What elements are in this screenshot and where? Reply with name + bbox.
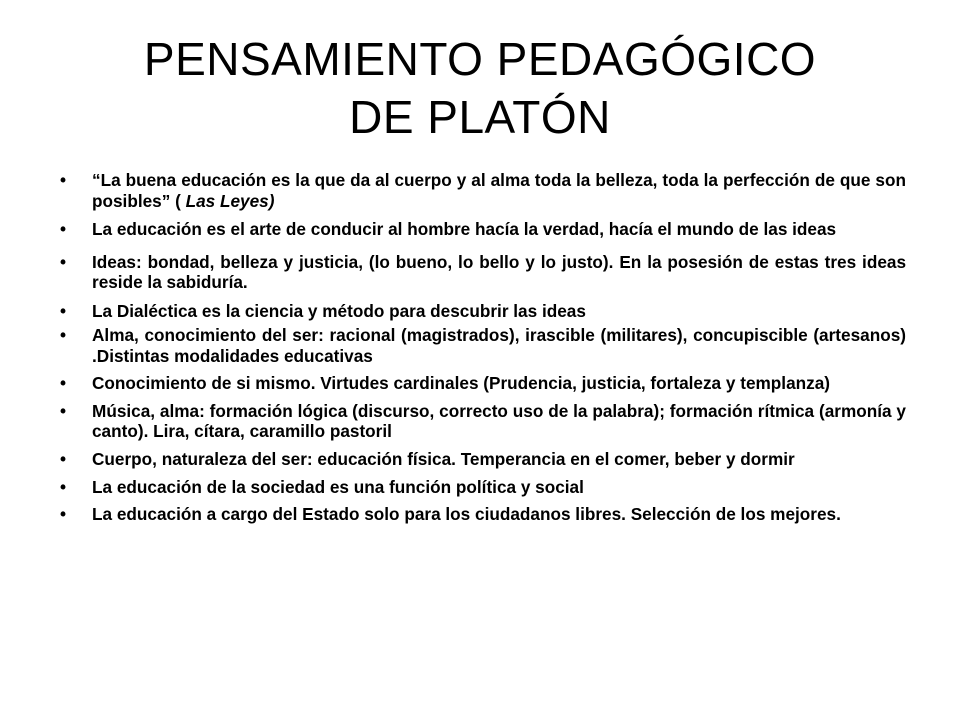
bullet-text-9: La educación de la sociedad es una función política y social: [92, 477, 584, 497]
bullet-marker: •: [60, 251, 67, 272]
bullet-list: [58, 170, 906, 530]
bullet-text-10: La educación a cargo del Estado solo para los ciudadanos libres. Selección de los mejores.: [92, 503, 841, 524]
bullet-marker: •: [60, 400, 67, 421]
bullet-item-1: [58, 170, 906, 211]
bullet-item-7: [58, 401, 906, 442]
bullet-marker: •: [60, 325, 67, 345]
bullet-text-4: La Dialéctica es la ciencia y método para descubrir las ideas: [92, 300, 586, 321]
bullet-item-9: [58, 477, 906, 498]
bullet-item-8: [58, 449, 906, 470]
slide-title-line-2: DE PLATÓN: [349, 91, 611, 143]
bullet-marker: •: [60, 503, 67, 524]
bullet-item-5: [58, 325, 906, 366]
bullet-item-3: [58, 252, 906, 293]
bullet-marker: •: [60, 373, 67, 393]
bullet-text-1-italic: Las Leyes): [185, 190, 275, 211]
bullet-item-6: [58, 373, 906, 394]
bullet-text-5: Alma, conocimiento del ser: racional (magistrados), irascible (militares), concupiscible (artesanos) .Distintas modalidades educativas: [92, 325, 906, 366]
bullet-text-1: “La buena educación es la que da al cuerpo y al alma toda la belleza, toda la perfección de que son posibles” (: [92, 170, 906, 211]
bullet-text-3: Ideas: bondad, belleza y justicia, (lo bueno, lo bello y lo justo). En la posesión de estas tres ideas reside la sabiduría.: [92, 251, 906, 292]
slide-title-line-1: PENSAMIENTO PEDAGÓGICO: [143, 33, 817, 85]
slide-title: [60, 30, 900, 146]
bullet-text-2: La educación es el arte de conducir al hombre hacía la verdad, hacía el mundo de las ideas: [92, 219, 837, 239]
bullet-item-2: [58, 219, 906, 240]
bullet-marker: •: [60, 300, 67, 321]
bullet-text-6: Conocimiento de si mismo. Virtudes cardinales (Prudencia, justicia, fortaleza y templanza): [92, 373, 830, 393]
bullet-item-4: [58, 301, 906, 322]
bullet-text-7: Música, alma: formación lógica (discurso, correcto uso de la palabra); formación rítmica (armonía y canto). Lira, cítara, caramillo pastoril: [92, 400, 906, 441]
bullet-marker: •: [60, 219, 67, 239]
bullet-item-10: [58, 504, 906, 525]
bullet-text-8: Cuerpo, naturaleza del ser: educación física. Temperancia en el comer, beber y dormir: [92, 448, 795, 469]
bullet-marker: •: [60, 448, 67, 469]
bullet-marker: •: [60, 170, 67, 190]
bullet-marker: •: [60, 477, 67, 497]
